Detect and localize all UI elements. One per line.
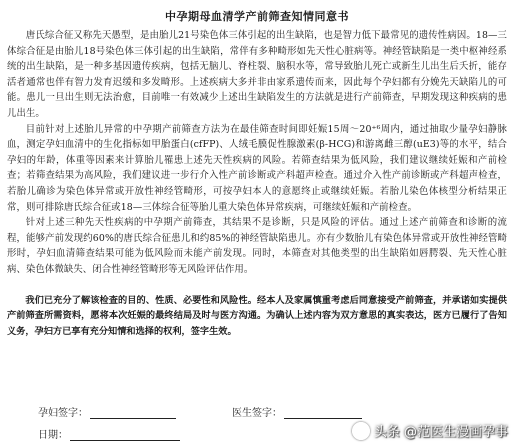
doctor-signature-field[interactable]	[284, 407, 362, 419]
date-field[interactable]	[70, 429, 180, 441]
document-title: 中孕期母血清学产前筛查知情同意书	[165, 10, 349, 23]
date-row	[38, 426, 180, 441]
date-label: 日期：	[38, 430, 68, 441]
watermark-text: 头条 @范医生漫画孕事	[373, 425, 508, 440]
patient-signature-label: 孕妇签字：	[38, 408, 88, 419]
doctor-signature-row	[232, 404, 362, 419]
watermark	[352, 421, 508, 440]
toutiao-logo-icon	[352, 422, 370, 440]
paragraph-screening-method: 目前针对上述胎儿异常的中孕期产前筛查方法为在最佳筛查时间即妊娠15周～20⁺⁶周内，通过抽取少量孕妇静脉血，测定孕妇血清中的生化指标如甲胎蛋白(cfFP)、人绒毛膜促性腺激素(β-HCG)和游离雌三醇(uE3)等的水平，结合孕妇的年龄，体重等因素来计算胎儿罹患上述先天性疾病的风险。若筛查结果为低风险，我们建议继续妊娠和产前检查；若筛查结果为高风险，我们建议进一步行介入性产前诊断或产科超声检查。通过介入性产前诊断或产科超声检查，若胎儿确诊为染色体异常或开放性神经管畸形，可按孕妇本人的意愿终止或继续妊娠。若胎儿染色体核型分析结果正常，则可排除唐氏综合征或18—三体综合征等胎儿重大染色体异常疾病，可继续妊娠和产前检查。	[7, 123, 507, 213]
doctor-signature-label: 医生签字：	[232, 408, 282, 419]
paragraph-disease-intro: 唐氏综合征又称先天愚型，是由胎儿21号染色体三体引起的出生缺陷，也是智力低下最常见的遗传性病因。18—三体综合征是由胎儿18号染色体三体引起的出生缺陷，常伴有多种畸形如先天性心脏病等。神经管缺陷是一类中枢神经系统的出生缺陷，是一种多基因遗传疾病，包括无脑儿、脊柱裂、脑积水等，常导致胎儿死亡或新生儿出生后夭折，能存活者通常也伴有智力发育迟缓和多发畸形。上述疾病大多并非由家系遗传而来，因此每个孕妇都有分娩先天缺陷儿的可能。患儿一旦出生则无法治愈，目前唯一有效减少上述出生缺陷发生的方法就是进行产前筛查，早期发现这种疾病的患儿出生。	[7, 30, 507, 119]
patient-signature-row	[38, 404, 176, 419]
consent-statement: 我们已充分了解该检查的目的、性质、必要性和风险性。经本人及家属慎重考虑后同意接受产前筛查，并承诺如实提供产前筛查所需资料，愿将本次妊娠的最终结局及时与医方沟通。为确认上述内容为双方意思的真实表达，医方已履行了告知义务，孕妇方已享有充分知情和选择的权利，签字生效。	[7, 294, 507, 338]
patient-signature-field[interactable]	[90, 407, 176, 419]
consent-document	[7, 8, 507, 340]
paragraph-screening-limits: 针对上述三种先天性疾病的中孕期产前筛查，其结果不是诊断，只是风险的评估。通过上述产前筛查和诊断的流程，能够产前发现约60%的唐氏综合征患儿和约85%的神经管缺陷患儿。亦有少数胎儿有染色体异常或开放性神经管畸形时，孕妇血清筛查结果可能为低风险而未能产前发现。同时，本筛查对其他类型的出生缺陷如唇腭裂、先天性心脏病、染色体微缺失、闭合性神经管畸形等无风险评估作用。	[7, 217, 507, 275]
